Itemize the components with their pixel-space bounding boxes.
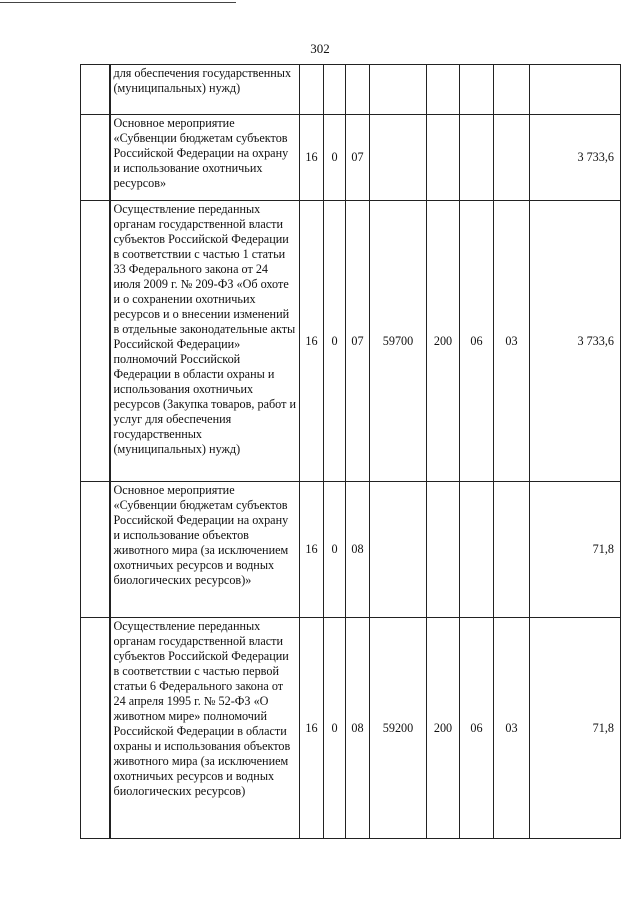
amount-cell <box>530 65 621 115</box>
code-cell: 200 <box>427 618 460 839</box>
code-cell: 08 <box>346 482 370 618</box>
amount-cell: 71,8 <box>530 618 621 839</box>
table-row <box>81 65 621 115</box>
code-cell: 07 <box>346 201 370 482</box>
table-row <box>81 482 621 618</box>
code-cell <box>460 65 494 115</box>
code-cell: 0 <box>324 115 346 201</box>
code-cell <box>494 115 530 201</box>
code-cell <box>370 65 427 115</box>
code-cell <box>346 65 370 115</box>
row-name: для обеспечения государственных (муниципальных) нужд) <box>110 65 300 115</box>
code-cell <box>494 65 530 115</box>
code-cell <box>460 115 494 201</box>
code-cell <box>300 65 324 115</box>
code-cell: 16 <box>300 201 324 482</box>
code-cell: 06 <box>460 201 494 482</box>
index-cell <box>81 618 110 839</box>
code-cell <box>370 115 427 201</box>
code-cell <box>370 482 427 618</box>
table-row <box>81 115 621 201</box>
code-cell: 03 <box>494 201 530 482</box>
index-cell <box>81 482 110 618</box>
amount-cell: 3 733,6 <box>530 201 621 482</box>
code-cell <box>427 115 460 201</box>
index-cell <box>81 115 110 201</box>
budget-table <box>80 64 621 839</box>
code-cell <box>427 65 460 115</box>
table-row <box>81 618 621 839</box>
code-cell <box>494 482 530 618</box>
code-cell: 07 <box>346 115 370 201</box>
page-number: 302 <box>310 41 330 56</box>
code-cell: 16 <box>300 618 324 839</box>
code-cell: 0 <box>324 482 346 618</box>
code-cell: 0 <box>324 201 346 482</box>
code-cell: 16 <box>300 482 324 618</box>
code-cell <box>427 482 460 618</box>
index-cell <box>81 201 110 482</box>
code-cell: 16 <box>300 115 324 201</box>
row-name: Осуществление переданных органам государственной власти субъектов Российской Федерации в соответствии с частью 1 статьи 33 Федерального закона от 24 июля 2009 г. № 209-ФЗ «Об охоте и о сохранении охотничьих ресурсов и о внесении изменений в отдельные законодательные акты Российской Федерации» полномочий Российской Федерации в области охраны и использования охотничьих ресурсов (Закупка товаров, работ и услуг для обеспечения государственных (муниципальных) нужд) <box>110 201 300 482</box>
amount-cell: 71,8 <box>530 482 621 618</box>
code-cell: 06 <box>460 618 494 839</box>
row-name: Основное мероприятие «Субвенции бюджетам субъектов Российской Федерации на охрану и использование объектов животного мира (за исключением охотничьих ресурсов и водных биологических ресурсов)» <box>110 482 300 618</box>
row-name: Осуществление переданных органам государственной власти субъектов Российской Федерации в соответствии с частью первой статьи 6 Федерального закона от 24 апреля 1995 г. № 52-ФЗ «О животном мире» полномочий Российской Федерации в области охраны и использования объектов животного мира (за исключением охотничьих ресурсов и водных биологических ресурсов) <box>110 618 300 839</box>
code-cell: 08 <box>346 618 370 839</box>
code-cell: 200 <box>427 201 460 482</box>
top-rule <box>0 2 236 3</box>
code-cell: 59200 <box>370 618 427 839</box>
code-cell: 03 <box>494 618 530 839</box>
table-row <box>81 201 621 482</box>
amount-cell: 3 733,6 <box>530 115 621 201</box>
index-cell <box>81 65 110 115</box>
code-cell: 59700 <box>370 201 427 482</box>
row-name: Основное мероприятие «Субвенции бюджетам субъектов Российской Федерации на охрану и использование охотничьих ресурсов» <box>110 115 300 201</box>
code-cell <box>460 482 494 618</box>
code-cell: 0 <box>324 618 346 839</box>
code-cell <box>324 65 346 115</box>
